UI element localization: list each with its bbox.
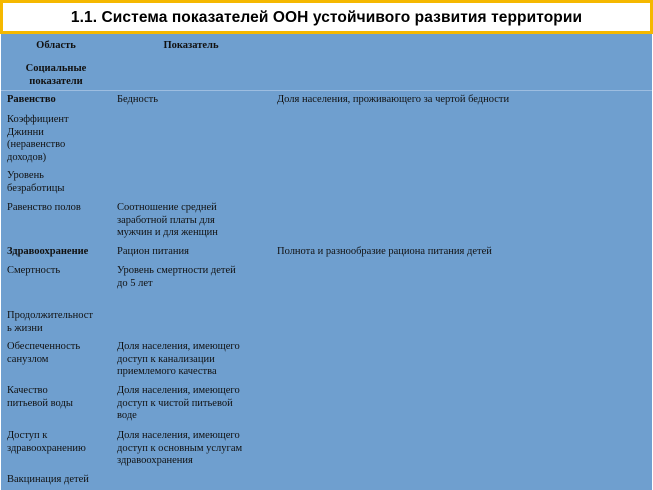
row-6-area: Смертность xyxy=(7,265,61,276)
row-10-indicator: Доля населения, имеющего доступ к основным услугам здравоохранения xyxy=(117,430,243,466)
page-title: 1.1. Система показателей ООН устойчивого развития территории xyxy=(70,9,583,26)
row-8-area: Обеспеченность санузлом xyxy=(7,341,81,365)
row-7-area: Продолжительност ь жизни xyxy=(7,310,94,334)
row-10-area: Доступ к здравоохранению xyxy=(7,430,86,454)
title-bar xyxy=(0,0,653,34)
row-9-indicator: Доля населения, имеющего доступ к чистой питьевой воде xyxy=(117,385,240,421)
row-8-indicator: Доля населения, имеющего доступ к канализации приемлемого качества xyxy=(117,341,240,377)
row-3-area: Уровень безработицы xyxy=(7,170,65,194)
row-2-area: Коэффициент Джинни (неравенство доходов) xyxy=(7,114,69,163)
row-5-indicator: Рацион питания xyxy=(117,246,189,257)
row-4-indicator: Соотношение средней заработной платы для мужчин и для женщин xyxy=(117,202,218,238)
row-1-description: Доля населения, проживающего за чертой бедности xyxy=(277,94,510,105)
row-6-indicator: Уровень смертности детей до 5 лет xyxy=(117,265,236,289)
header-indicator: Показатель xyxy=(163,40,219,51)
row-5-description: Полнота и разнообразие рациона питания детей xyxy=(277,246,492,257)
row-5-area: Здравоохранение xyxy=(7,246,89,257)
row-divider xyxy=(1,90,652,91)
row-11-area: Вакцинация детей xyxy=(7,474,89,485)
header-social-indicators: Социальные показатели xyxy=(25,63,87,87)
header-area: Область xyxy=(36,40,76,51)
row-1-area: Равенство xyxy=(7,94,56,105)
row-9-area: Качество питьевой воды xyxy=(7,385,73,409)
row-4-area: Равенство полов xyxy=(7,202,81,213)
indicators-table xyxy=(1,34,652,490)
row-1-indicator: Бедность xyxy=(117,94,159,105)
